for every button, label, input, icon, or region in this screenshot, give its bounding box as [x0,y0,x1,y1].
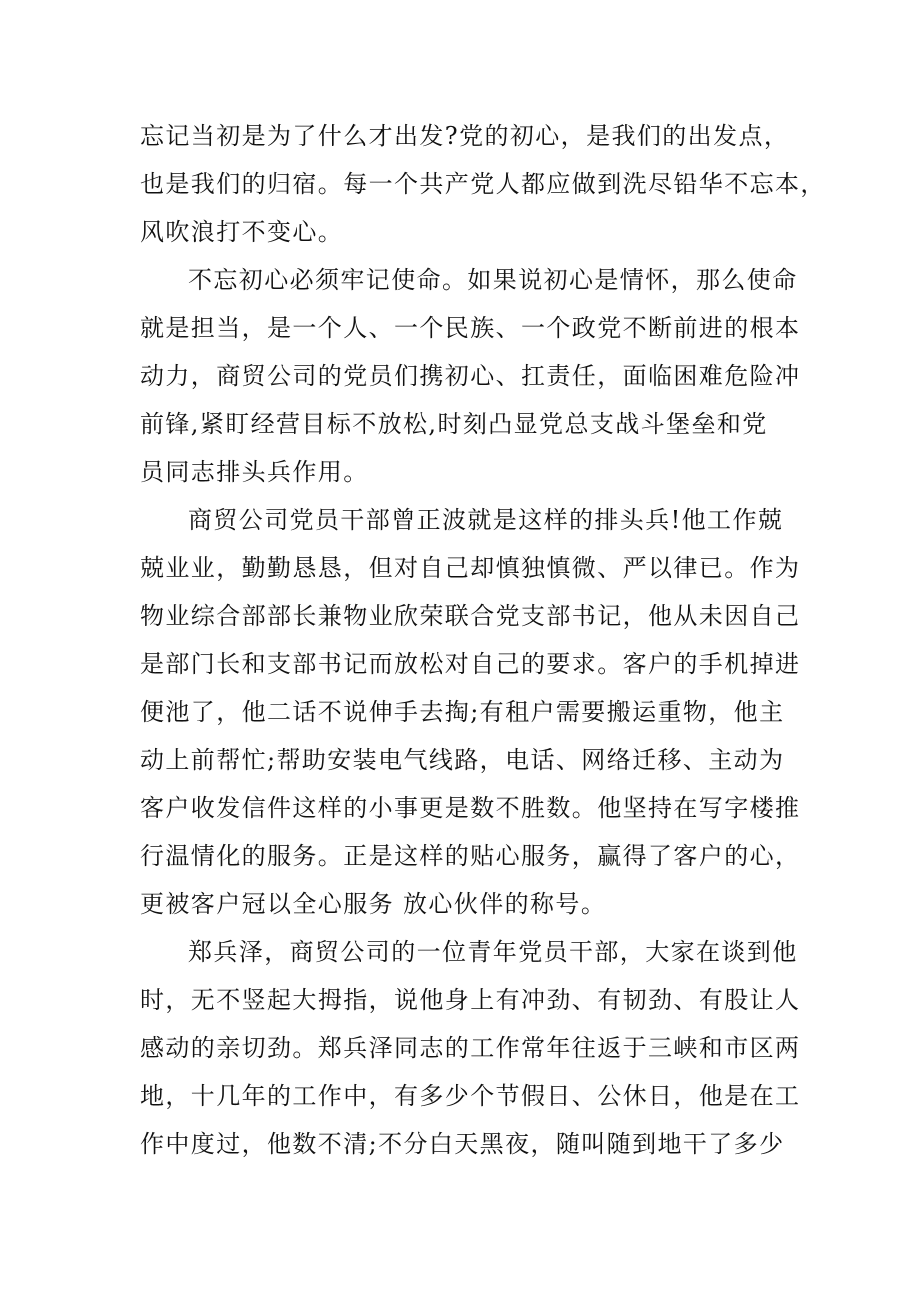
paragraph-line: 前锋,紧盯经营目标不放松,时刻凸显党总支战斗堡垒和党 [140,410,768,438]
paragraph-line: 郑兵泽，商贸公司的一位青年党员干部，大家在谈到他 [188,938,798,966]
paragraph-line: 动上前帮忙;帮助安装电气线路，电话、网络迁移、主动为 [140,746,785,774]
paragraph-line: 物业综合部部长兼物业欣荣联合党支部书记，他从未因自己 [140,602,801,630]
paragraph-line: 地，十几年的工作中，有多少个节假日、公休日，他是在工 [140,1082,801,1110]
paragraph-line: 行温情化的服务。正是这样的贴心服务，赢得了客户的心， [140,842,801,870]
paragraph-line: 是部门长和支部书记而放松对自己的要求。客户的手机掉进 [140,650,801,678]
paragraph-line: 动力，商贸公司的党员们携初心、扛责任，面临困难危险冲 [140,362,801,390]
paragraph-line: 也是我们的归宿。每一个共产党人都应做到洗尽铅华不忘本， [140,170,826,198]
paragraph-line: 兢业业，勤勤恳恳，但对自己却慎独慎微、严以律已。作为 [140,554,801,582]
paragraph-line: 就是担当，是一个人、一个民族、一个政党不断前进的根本 [140,314,801,342]
paragraph-line: 不忘初心必须牢记使命。如果说初心是情怀，那么使命 [188,266,798,294]
paragraph-line: 员同志排头兵作用。 [140,458,369,486]
paragraph-3 [140,496,800,928]
paragraph-line: 风吹浪打不变心。 [140,218,344,246]
paragraph-line: 感动的亲切劲。郑兵泽同志的工作常年往返于三峡和市区两 [140,1034,801,1062]
paragraph-line: 时，无不竖起大拇指，说他身上有冲劲、有韧劲、有股让人 [140,986,801,1014]
paragraph-line: 商贸公司党员干部曾正波就是这样的排头兵!他工作兢 [188,506,784,534]
paragraph-line: 忘记当初是为了什么才出发?党的初心，是我们的出发点， [140,122,790,150]
paragraph-2 [140,256,800,496]
paragraph-line: 客户收发信件这样的小事更是数不胜数。他坚持在写字楼推 [140,794,801,822]
paragraph-line: 便池了，他二话不说伸手去掏;有租户需要搬运重物，他主 [140,698,785,726]
paragraph-line: 作中度过，他数不清;不分白天黑夜，随叫随到地干了多少 [140,1130,785,1158]
document-body [140,112,826,1168]
paragraph-4 [140,928,800,1168]
paragraph-line: 更被客户冠以全心服务 放心伙伴的称号。 [140,890,607,918]
paragraph-1 [140,112,826,256]
